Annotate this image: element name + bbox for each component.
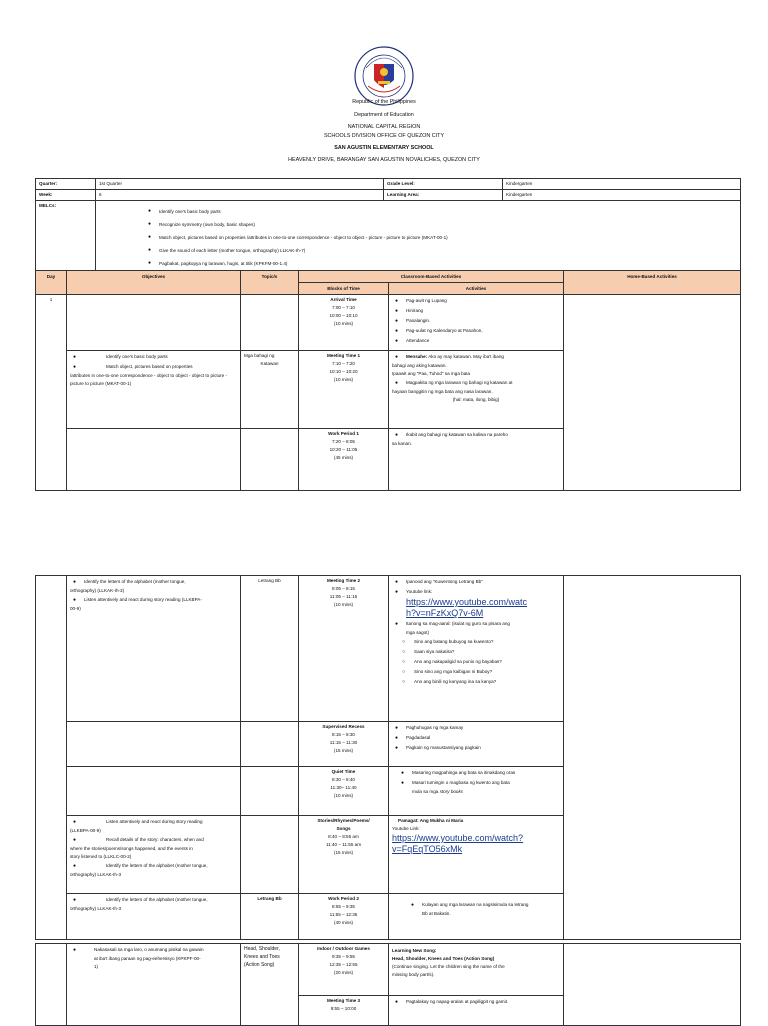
meeting2-time-2: 11:05 – 11:15 xyxy=(329,594,358,599)
work1-block xyxy=(299,429,389,491)
arrival-activities xyxy=(392,296,560,346)
work2-time-1: 8:55 – 9:35 xyxy=(332,904,355,909)
week-value: 6 xyxy=(96,190,384,201)
objective-list xyxy=(70,817,237,827)
recess-activities xyxy=(392,723,560,753)
objective-list xyxy=(70,577,237,587)
work2-activity-2: Bb at Bakatin. xyxy=(422,911,451,916)
list-item: ● Identify the letters of the alphabet (mother tongue, xyxy=(84,861,237,871)
objective-continuation: story listened to (LLKLC-00-2) xyxy=(70,854,132,859)
list-item: ● Masaring magpahinga ang bata sa itinakdang oras xyxy=(412,768,560,778)
quiet-activity-continuation xyxy=(392,788,560,796)
list-item: ● Youtube link: xyxy=(406,587,560,597)
quiet-time-1: 8:30 – 8:40 xyxy=(332,777,355,782)
quiet-duration: (10 mins) xyxy=(333,793,354,798)
objective-continuation: orthography) (LLKAK-Ih-3) xyxy=(70,588,125,593)
col-home: Home-Based Activities xyxy=(564,271,741,295)
recess-block xyxy=(299,722,389,767)
arrival-time-2: 10:00 – 10:10 xyxy=(329,313,358,318)
objective-continuation: at iba't ibang paraan ng pag-eehersisyo (KPKPF-00- xyxy=(94,956,201,961)
activity-list xyxy=(392,378,560,388)
school-name: SAN AGUSTIN ELEMENTARY SCHOOL xyxy=(334,145,434,151)
meeting2-duration: (10 mins) xyxy=(333,602,354,607)
story-title: Pamagat: Ang Mukha ni Maria xyxy=(398,818,464,823)
objective-continuation: (LLKBPA-00-9) xyxy=(70,828,101,833)
grade-label: Grade Level: xyxy=(384,179,503,190)
list-item: ● Listen attentively and react during story reading xyxy=(84,817,237,827)
list-item: ○ Sino ang batang bubuyog sa kuwento? xyxy=(414,637,560,647)
meeting1-time-1: 7:10 – 7:20 xyxy=(332,361,355,366)
mensahe-label: Mensahe: xyxy=(406,354,428,359)
stories-time-2: 11:40 – 11:55 am xyxy=(325,842,362,847)
mensahe-text-2: bahagi ang aking katawan. xyxy=(392,363,447,368)
stories-title-2: Songs xyxy=(336,826,351,831)
song-instruction-2: missing body part/s). xyxy=(392,972,435,977)
objective-list xyxy=(70,595,237,605)
activity-list xyxy=(392,352,560,362)
list-item: ● Pag-awit ng Lupang xyxy=(406,296,560,306)
meeting1-block xyxy=(299,351,389,429)
grade-value: Kindergarten xyxy=(503,179,741,190)
work1-activities xyxy=(389,429,564,491)
quiet-time-2: 11:30– 11:40 xyxy=(330,785,357,790)
melc-item: ● Identify one's basic body parts xyxy=(159,205,737,218)
activity-list xyxy=(392,577,560,597)
stories-title: Stories/Rhymes/Poems/ xyxy=(317,818,370,823)
meeting2-block xyxy=(299,576,389,722)
list-item: ● Pagtalakay ng napag-aralan at pagiligpit ng gamit. xyxy=(406,997,560,1007)
meeting2-time-1: 8:05 – 8:15 xyxy=(332,586,355,591)
work2-block xyxy=(299,894,389,940)
list-item: ● Itanong sa mag-aaral: (isulat ng guro sa pisara ang xyxy=(406,619,560,629)
question-list xyxy=(392,637,560,687)
work1-time-2: 10:20 – 11:05 xyxy=(329,447,358,452)
objective-continuation: orthography) LLKAK-Ih-3 xyxy=(70,872,122,877)
arrival-block xyxy=(299,295,389,351)
work1-duration: (45 mins) xyxy=(333,455,354,460)
stories-block xyxy=(299,816,389,894)
melc-item: ● Pagbakat, pagkopya ng larawan, hugis, at titik (KPKFM-00-1.4) xyxy=(159,257,737,270)
youtube-link-2[interactable] xyxy=(392,833,560,855)
list-item: ○ Saan siya nakatira? xyxy=(414,647,560,657)
area-label: Learning Area: xyxy=(384,190,503,201)
recess-title: Supervised Recess xyxy=(322,724,365,729)
song-instruction: (Continue singing. Let the children sing the name of the xyxy=(392,964,505,969)
youtube-link-1[interactable] xyxy=(392,597,560,619)
link-text[interactable]: https://www.youtube.com/watc xyxy=(406,597,528,607)
list-item: ● Magpakita ng mga larawan ng bahagi ng katawan at xyxy=(406,378,560,388)
objective-list xyxy=(70,861,237,871)
day-number: 1 xyxy=(36,295,67,491)
list-item: ○ Sino sino ang mga kaibigan ni Buboy? xyxy=(414,667,560,677)
list-item: ● Pagdadasal xyxy=(406,733,560,743)
objective-list xyxy=(70,352,237,372)
recess-duration: (15 mins) xyxy=(333,748,354,753)
mensahe-text: Ako ay may katawan. May iba't ibang xyxy=(428,354,504,359)
meeting2-activities xyxy=(389,576,564,722)
list-item: ● Identify the letters of the alphabet (mother tongue, xyxy=(84,895,237,905)
meeting3-title: Meeting Time 3 xyxy=(326,998,361,1003)
col-activities: Activities xyxy=(389,283,564,295)
r4-objectives xyxy=(67,816,241,894)
melc-item: ● Match object, pictures based on properties /attributes in one-to-one correspondence - object to object - picture - picture to picture (MKAT-00-1) xyxy=(159,231,737,244)
meeting1-time-2: 10:10 – 10:20 xyxy=(329,369,358,374)
quarter-label: Quarter: xyxy=(36,179,96,190)
halimbawa-text: (hal: mata, ilong, bibig) xyxy=(452,397,500,402)
recess-time-2: 11:15 – 11:30 xyxy=(329,740,358,745)
r5-objectives xyxy=(67,894,241,940)
list-item: ● Kulayan ang mga larawan na nagsisimula sa letrang xyxy=(422,900,560,910)
italic-text: story books xyxy=(439,789,464,794)
r6-topic xyxy=(241,944,299,1026)
meeting2-title: Meeting Time 2 xyxy=(326,578,361,583)
stories-activities xyxy=(389,816,564,894)
games-duration: (20 mins) xyxy=(333,970,354,975)
objective-continuation: /attributes in one-to-one correspondence - object to object - object to picture - picture to picture (MKAT-00-1) xyxy=(70,373,228,386)
school-address: HEAVENLY DRIVE, BARANGAY SAN AGUSTIN NOVALICHES, QUEZON CITY xyxy=(288,157,480,163)
work1-title: Work Period 1 xyxy=(328,431,359,436)
work2-time-2: 11:55 – 12:35 xyxy=(329,912,358,917)
tanong-continuation: mga sagot) xyxy=(406,630,429,635)
topic-line: Katawan xyxy=(260,361,279,366)
learn-song-label: Learning New Song: xyxy=(392,948,437,953)
quiet-activities xyxy=(392,768,560,788)
r5-topic: Letrang Bb xyxy=(241,894,299,940)
youtube-label: Youtube Link: xyxy=(392,826,420,831)
list-item: ● Nakasasali sa mga laro, o anumang pisikal na gawain xyxy=(84,945,237,955)
pakita-text-2: hayaan banggitin ng mga bata ang nasa larawan. xyxy=(392,389,493,394)
work1-activity-2: sa kanan. xyxy=(392,441,412,446)
meeting1-title: Meeting Time 1 xyxy=(326,353,361,358)
stories-time-1: 8:40 – 8:55 am xyxy=(328,834,359,839)
stories-duration: (15 mins) xyxy=(333,850,354,855)
page2-table xyxy=(35,575,741,940)
col-topics: Topic/s xyxy=(241,271,299,295)
games-block xyxy=(299,944,389,996)
list-item: ● Identify the letters of the alphabet (mother tongue, xyxy=(84,577,237,587)
topic-line: Knees and Toes xyxy=(244,954,280,960)
objective-continuation: orthography) LLKAK-Ih-3 xyxy=(70,906,122,911)
games-activities xyxy=(389,944,564,996)
quarter-value: 1st Quarter xyxy=(96,179,384,190)
objective-list xyxy=(70,895,237,905)
arrival-duration: (10 mins) xyxy=(333,321,354,326)
header-line-deped: Department of Education xyxy=(354,112,414,118)
col-day: Day xyxy=(36,271,67,295)
list-item: ● Ikabit ang bahagi ng katawan sa kaliwa na pareho xyxy=(406,430,560,440)
work1-time-1: 7:20 – 8:05 xyxy=(332,439,355,444)
meeting1-topic xyxy=(241,351,299,429)
meeting1-activities xyxy=(389,351,564,429)
day1-table xyxy=(35,270,741,491)
meeting1-objectives xyxy=(67,351,241,429)
activity-list xyxy=(392,430,560,440)
list-item: ● Identify one's basic body parts xyxy=(84,352,237,362)
arrival-time-1: 7:00 – 7:10 xyxy=(332,305,355,310)
activity-list xyxy=(392,900,560,910)
song-title: Head, Shoulder, Knees and Toes (Action Song) xyxy=(392,956,495,961)
r1-objectives xyxy=(67,576,241,722)
objective-list xyxy=(70,835,237,845)
activity-list xyxy=(392,619,560,629)
objective-continuation: where the stories/poems/songs happened, and the events in xyxy=(70,846,193,851)
meeting3-block xyxy=(299,996,389,1026)
melc-item: ● Recognize symmetry (own body, basic shapes) xyxy=(159,218,737,231)
link-text[interactable]: v=FqEqTO56xMk xyxy=(392,844,463,854)
melc-item: ● Give the sound of each letter (mother tongue, orthography) LLKAK-Ih-7) xyxy=(159,244,737,257)
list-item: ● Attendance xyxy=(406,336,560,346)
r6-objectives xyxy=(67,944,241,1026)
info-table xyxy=(35,178,741,272)
header-line-republic: Republic of the Philippines xyxy=(352,99,416,105)
arrival-title: Arrival Time xyxy=(330,297,357,302)
text: mula sa mga xyxy=(412,789,439,794)
list-item: ● Match object, pictures based on properties xyxy=(84,362,237,372)
meeting1-duration: (10 mins) xyxy=(333,377,354,382)
topic-line: Head, Shoulder, xyxy=(244,946,280,952)
objective-continuation: 1) xyxy=(94,964,99,969)
list-item: ● Masari tumingin o magbasa ng kwento ang bata xyxy=(412,778,560,788)
list-item: ● Recall details of the story: characters, when and xyxy=(84,835,237,845)
day2-table xyxy=(35,943,741,1026)
list-item: ● Pag-uulat ng Kalendaryo at Panahon, xyxy=(406,326,560,336)
topic-line: Mga bahagi ng xyxy=(244,353,275,358)
header-line-region: NATIONAL CAPITAL REGION xyxy=(347,124,421,130)
work2-duration: (40 mins) xyxy=(333,920,354,925)
list-item: ● Listen attentively and react during story reading (LLKBPA- xyxy=(84,595,237,605)
list-item xyxy=(406,352,560,362)
header-line-division: SCHOOLS DIVISION OFFICE OF QUEZON CITY xyxy=(323,133,445,139)
melcs-list xyxy=(99,205,737,270)
work2-title: Work Period 2 xyxy=(328,896,359,901)
games-time-1: 9:35 – 9:55 xyxy=(332,954,355,959)
games-title: Indoor / Outdoor Games xyxy=(317,946,370,951)
list-item: ● Paghuhugas ng mga kamay xyxy=(406,723,560,733)
list-item: ● Panalangin. xyxy=(406,316,560,326)
week-label: Week: xyxy=(36,190,96,201)
list-item: ● Hinirang xyxy=(406,306,560,316)
link-text[interactable]: https://www.youtube.com/watch? xyxy=(392,833,524,843)
meeting3-activities xyxy=(392,997,560,1007)
objective-list xyxy=(70,945,237,955)
work2-activities xyxy=(389,894,564,940)
col-classroom: Classroom-Based Activities xyxy=(299,271,564,283)
quiet-block xyxy=(299,767,389,816)
deped-seal-icon xyxy=(354,46,414,106)
recess-time-1: 8:15 – 8:30 xyxy=(332,732,355,737)
list-item: ● Pagkain ng masustansiyang pagkain xyxy=(406,743,560,753)
col-blocks: Blocks of Time xyxy=(299,283,389,295)
link-text[interactable]: h?v=nFzKxQ7v-6M xyxy=(406,608,484,618)
melcs-label: MELCs: xyxy=(36,201,96,272)
r1-topic: Letrang Bb xyxy=(241,576,299,722)
area-value: Kindergarten xyxy=(503,190,741,201)
col-objectives: Objectives xyxy=(67,271,241,295)
games-time-2: 12:35 – 12:55 xyxy=(329,962,358,967)
list-item: ● Ipanood ang "Kuwentong Letrang Bb" xyxy=(406,577,560,587)
objective-continuation: 00-9) xyxy=(70,606,81,611)
list-item: ○ Ano ang nakapaligid sa punio ng bayabas? xyxy=(414,657,560,667)
meeting3-time-1: 9:55 – 10:00 xyxy=(330,1006,357,1011)
list-item: ○ Ano ang binili ng kanyang ina sa kanya? xyxy=(414,677,560,687)
ipaawit-text: Ipaawit ang "Paa, Tuhod" sa mga bata xyxy=(392,371,471,376)
topic-line: (Action Song) xyxy=(244,962,275,968)
quiet-title: Quiet Time xyxy=(331,769,356,774)
